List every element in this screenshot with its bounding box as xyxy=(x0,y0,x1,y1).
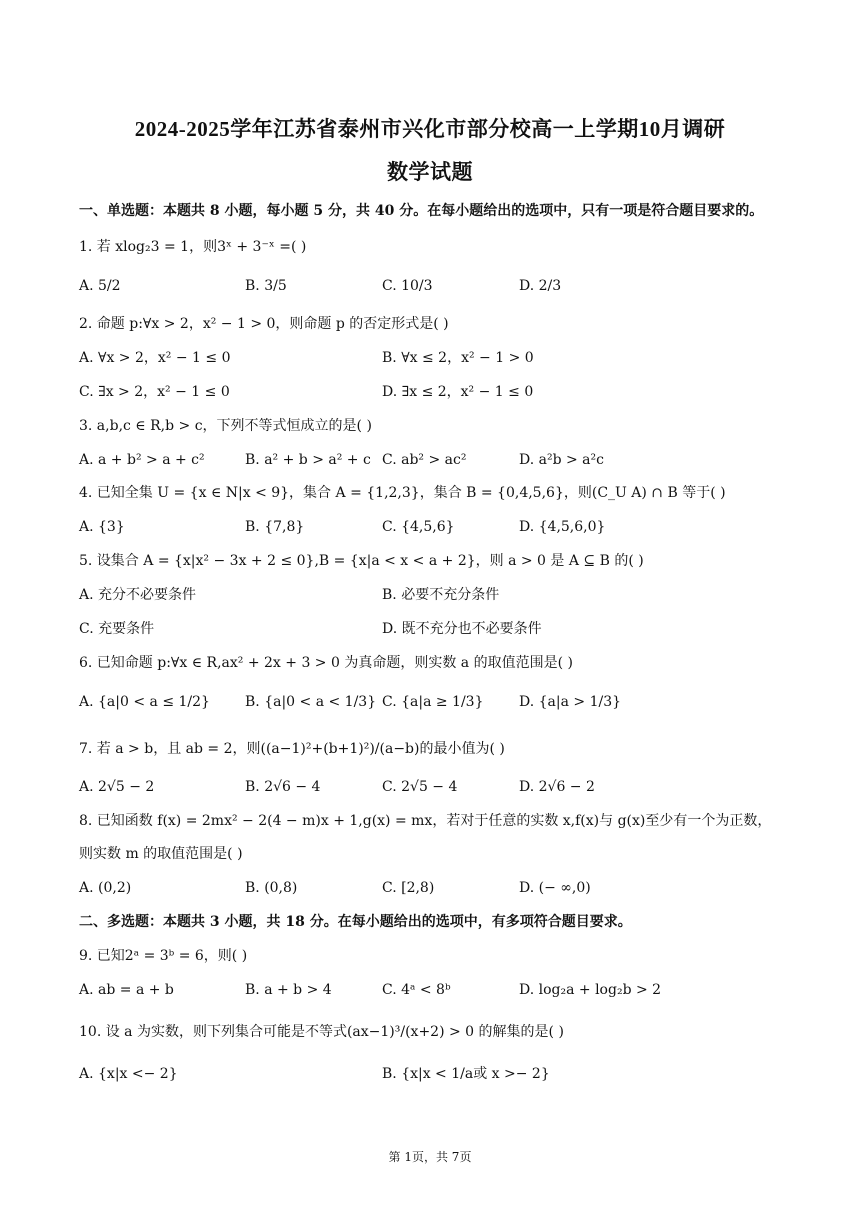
question-5-option-b: B. 必要不充分条件 xyxy=(382,587,500,603)
question-1-option-b: B. 3/5 xyxy=(245,278,287,294)
question-5-option-c: C. 充要条件 xyxy=(79,621,155,637)
question-7-stem: 7. 若 a > b，且 ab = 2，则((a−1)²+(b+1)²)/(a−b)的最小值为( ) xyxy=(79,741,505,757)
question-2-option-a: A. ∀x > 2，x² − 1 ≤ 0 xyxy=(79,350,231,366)
question-4-option-b: B. {7,8} xyxy=(245,519,305,535)
question-9-option-c: C. 4ᵃ < 8ᵇ xyxy=(382,982,451,998)
question-9-stem: 9. 已知2ᵃ = 3ᵇ = 6，则( ) xyxy=(79,948,248,964)
question-3-stem: 3. a,b,c ∈ R,b > c，下列不等式恒成立的是( ) xyxy=(79,418,372,434)
question-6-option-c: C. {a|a ≥ 1/3} xyxy=(382,694,484,710)
question-7-option-b: B. 2√6 − 4 xyxy=(245,779,321,795)
question-4-option-d: D. {4,5,6,0} xyxy=(519,519,606,535)
question-8-option-a: A. (0,2) xyxy=(79,880,132,896)
section-single-choice-heading: 一、单选题：本题共 8 小题，每小题 5 分，共 40 分。在每小题给出的选项中，只有一项是符合题目要求的。 xyxy=(79,203,764,219)
document-title-line2: 数学试题 xyxy=(387,160,473,184)
question-7-option-c: C. 2√5 − 4 xyxy=(382,779,458,795)
question-6-stem: 6. 已知命题 p:∀x ∈ R,ax² + 2x + 3 > 0 为真命题，则实数 a 的取值范围是( ) xyxy=(79,655,573,671)
question-6-option-b: B. {a|0 < a < 1/3} xyxy=(245,694,377,710)
question-7-option-a: A. 2√5 − 2 xyxy=(79,779,155,795)
question-4-option-a: A. {3} xyxy=(79,519,125,535)
question-2-option-b: B. ∀x ≤ 2，x² − 1 > 0 xyxy=(382,350,534,366)
question-5-option-a: A. 充分不必要条件 xyxy=(79,587,197,603)
question-1-option-d: D. 2/3 xyxy=(519,278,562,294)
question-3-option-c: C. ab² > ac² xyxy=(382,452,467,468)
question-2-option-d: D. ∃x ≤ 2，x² − 1 ≤ 0 xyxy=(382,384,534,400)
page-footer: 第 1页，共 7页 xyxy=(388,1150,472,1164)
question-4-option-c: C. {4,5,6} xyxy=(382,519,455,535)
question-3-option-b: B. a² + b > a² + c xyxy=(245,452,371,468)
question-9-option-b: B. a + b > 4 xyxy=(245,982,332,998)
question-6-option-a: A. {a|0 < a ≤ 1/2} xyxy=(79,694,210,710)
question-4-stem: 4. 已知全集 U = {x ∈ N|x < 9}，集合 A = {1,2,3}，集合 B = {0,4,5,6}，则(C_U A) ∩ B 等于( ) xyxy=(79,485,726,501)
question-10-option-b: B. {x|x < 1/a或 x >− 2} xyxy=(382,1066,550,1082)
question-9-option-d: D. log₂a + log₂b > 2 xyxy=(519,982,662,998)
question-2-option-c: C. ∃x > 2，x² − 1 ≤ 0 xyxy=(79,384,230,400)
question-8-option-b: B. (0,8) xyxy=(245,880,298,896)
question-3-option-d: D. a²b > a²c xyxy=(519,452,604,468)
question-8-option-c: C. [2,8) xyxy=(382,880,435,896)
question-8-option-d: D. (− ∞,0) xyxy=(519,880,591,896)
question-9-option-a: A. ab = a + b xyxy=(79,982,174,998)
question-5-stem: 5. 设集合 A = {x|x² − 3x + 2 ≤ 0},B = {x|a < x < a + 2}，则 a > 0 是 A ⊆ B 的( ) xyxy=(79,553,644,569)
question-5-option-d: D. 既不充分也不必要条件 xyxy=(382,621,542,637)
question-8-stem-line2: 则实数 m 的取值范围是( ) xyxy=(79,846,243,862)
question-3-option-a: A. a + b² > a + c² xyxy=(79,452,205,468)
question-10-option-a: A. {x|x <− 2} xyxy=(79,1066,178,1082)
question-7-option-d: D. 2√6 − 2 xyxy=(519,779,595,795)
question-1-option-c: C. 10/3 xyxy=(382,278,433,294)
question-10-stem: 10. 设 a 为实数，则下列集合可能是不等式(ax−1)³/(x+2) > 0 的解集的是( ) xyxy=(79,1024,564,1040)
section-multiple-choice-heading: 二、多选题：本题共 3 小题，共 18 分。在每小题给出的选项中，有多项符合题目要求。 xyxy=(79,914,632,930)
question-6-option-d: D. {a|a > 1/3} xyxy=(519,694,622,710)
question-1-stem: 1. 若 xlog₂3 = 1，则3ˣ + 3⁻ˣ =( ) xyxy=(79,239,307,255)
question-1-option-a: A. 5/2 xyxy=(79,278,121,294)
document-title-line1: 2024-2025学年江苏省泰州市兴化市部分校高一上学期10月调研 xyxy=(134,117,726,141)
question-2-stem: 2. 命题 p:∀x > 2，x² − 1 > 0，则命题 p 的否定形式是( ) xyxy=(79,316,449,332)
question-8-stem-line1: 8. 已知函数 f(x) = 2mx² − 2(4 − m)x + 1,g(x) = mx，若对于任意的实数 x,f(x)与 g(x)至少有一个为正数， xyxy=(79,813,772,829)
